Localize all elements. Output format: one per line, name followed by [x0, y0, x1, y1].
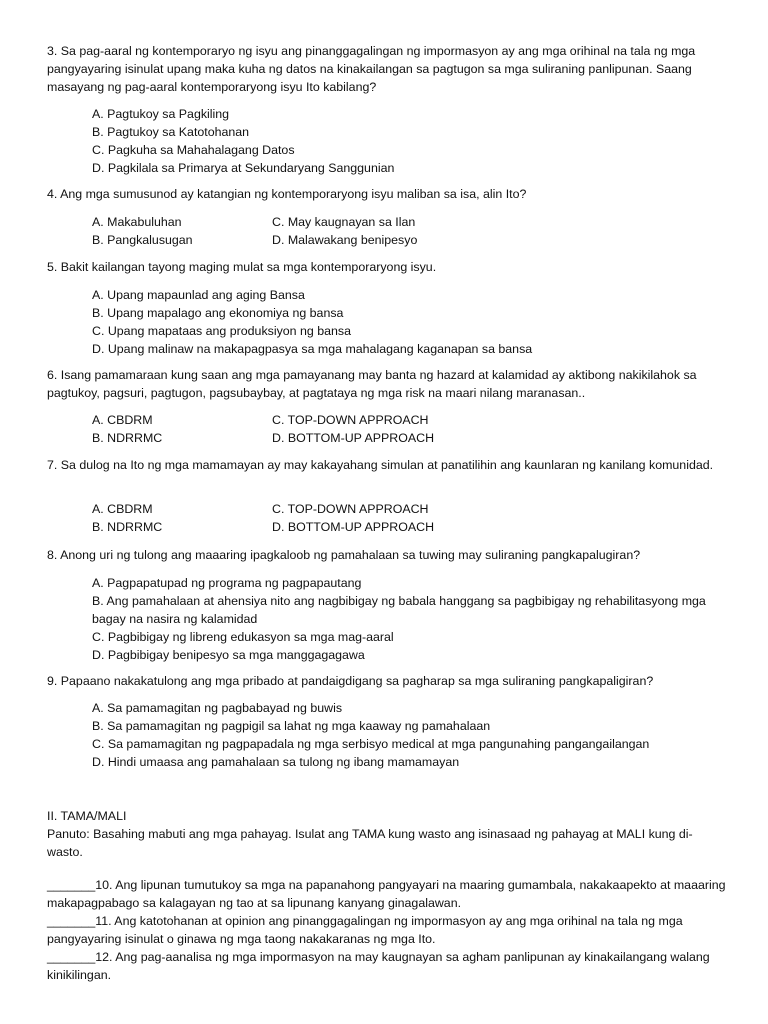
option: C. Upang mapataas ang produksiyon ng bansa	[92, 324, 351, 338]
option: C. TOP-DOWN APPROACH	[272, 502, 429, 516]
option: B. Upang mapalago ang ekonomiya ng bansa	[92, 306, 344, 320]
option: D. Upang malinaw na makapagpasya sa mga mahalagang kaganapan sa bansa	[92, 342, 533, 356]
question-4-options	[92, 213, 417, 248]
option: D. Pagkilala sa Primarya at Sekundaryang Sanggunian	[92, 161, 395, 175]
question-9: 9. Papaano nakakatulong ang mga pribado at pandaigdigang sa pagharap sa mga suliraning pangkapaligiran?	[47, 674, 654, 688]
option: B. Ang pamahalaan at ahensiya nito ang nagbibigay ng babala hanggang sa pagbibigay ng rehabilitasyong mga bagay na nasira ng kalamidad	[92, 594, 706, 626]
option: A. Pagtukoy sa Pagkiling	[92, 107, 230, 121]
question-3-options	[92, 105, 712, 177]
statement-item: _______10. Ang lipunan tumutukoy sa mga na papanahong pangyayari na maaring gumambala, nakakaapekto at maaaring makapagpabago sa kalagayan ng tao at sa lipunang kanyang ginagalawan.	[47, 878, 726, 910]
option: B. Pagtukoy sa Katotohanan	[92, 125, 250, 139]
option: C. May kaugnayan sa Ilan	[272, 215, 416, 229]
option: A. Pagpapatupad ng programa ng pagpapautang	[92, 576, 362, 590]
option: C. TOP-DOWN APPROACH	[272, 413, 429, 427]
option: C. Sa pamamagitan ng pagpapadala ng mga serbisyo medical at mga pangunahing pangangailangan	[92, 737, 650, 751]
question-5-options	[92, 286, 712, 358]
option: D. Malawakang benipesyo	[272, 232, 418, 247]
question-5: 5. Bakit kailangan tayong maging mulat sa mga kontemporaryong isyu.	[47, 260, 437, 274]
option: C. Pagbibigay ng libreng edukasyon sa mga mag-aaral	[92, 630, 394, 644]
section-heading: II. TAMA/MALI	[47, 809, 127, 823]
option: A. Upang mapaunlad ang aging Bansa	[92, 288, 305, 302]
question-7: 7. Sa dulog na Ito ng mga mamamayan ay may kakayahang simulan at panatilihin ang kaunlaran ng kanilang komunidad.	[47, 458, 714, 472]
question-6: 6. Isang pamamaraan kung saan ang mga pamayanang may banta ng hazard at kalamidad ay aktibong nakikilahok sa pagtukoy, pagsuri, pagtugon, pagsubaybay, at pagtataya ng mga risk na maari nilang maranasan..	[47, 368, 697, 400]
option: B. Pangkalusugan	[92, 232, 193, 247]
question-9-options	[92, 699, 712, 771]
option: D. BOTTOM-UP APPROACH	[272, 519, 435, 534]
option: C. Pagkuha sa Mahahalagang Datos	[92, 143, 295, 157]
option: A. CBDRM	[92, 502, 153, 516]
option: A. Sa pamamagitan ng pagbabayad ng buwis	[92, 701, 343, 715]
question-3: 3. Sa pag-aaral ng kontemporaryo ng isyu ang pinanggagalingan ng impormasyon ay ang mga orihinal na tala ng mga pangyayaring isinulat upang maka kuha ng datos na kinakailangan sa pagtugon sa mga suliraning panlipunan. Saang masayang ng pag-aaral kontemporaryong isyu Ito kabilang?	[47, 44, 696, 94]
statement-item: _______11. Ang katotohanan at opinion ang pinanggagalingan ng impormasyon ay ang mga orihinal na tala ng mga pangyayaring isinulat o ginawa ng mga taong nakakaranas ng mga Ito.	[47, 914, 683, 946]
option: B. NDRRMC	[92, 430, 163, 445]
option: D. Hindi umaasa ang pamahalaan sa tulong ng ibang mamamayan	[92, 755, 460, 769]
section-instructions: Panuto: Basahing mabuti ang mga pahayag. Isulat ang TAMA kung wasto ang isinasaad ng pahayag at MALI kung di-wasto.	[47, 827, 693, 859]
question-8: 8. Anong uri ng tulong ang maaaring ipagkaloob ng pamahalaan sa tuwing may suliraning pangkapalugiran?	[47, 548, 641, 562]
option: B. Sa pamamagitan ng pagpigil sa lahat ng mga kaaway ng pamahalaan	[92, 719, 491, 733]
question-7-options	[92, 500, 434, 535]
statement-item: _______12. Ang pag-aanalisa ng mga impormasyon na may kaugnayan sa agham panlipunan ay kinakailangang walang kinikilingan.	[47, 950, 710, 982]
section-tama-mali	[47, 807, 727, 984]
option: B. NDRRMC	[92, 519, 163, 534]
option: A. Makabuluhan	[92, 215, 182, 229]
question-4: 4. Ang mga sumusunod ay katangian ng kontemporaryong isyu maliban sa isa, alin Ito?	[47, 187, 527, 201]
question-8-options	[92, 574, 712, 664]
question-6-options	[92, 411, 434, 446]
option: D. Pagbibigay benipesyo sa mga manggagagawa	[92, 648, 365, 662]
option: D. BOTTOM-UP APPROACH	[272, 430, 435, 445]
option: A. CBDRM	[92, 413, 153, 427]
